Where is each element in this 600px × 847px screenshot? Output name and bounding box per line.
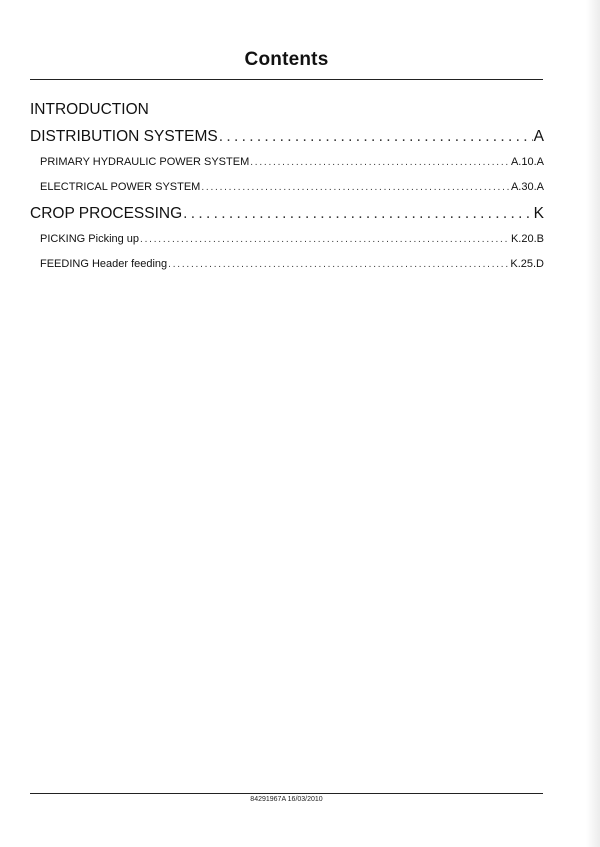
toc-entry-label: INTRODUCTION bbox=[30, 101, 149, 118]
dot-leader bbox=[250, 150, 510, 175]
dot-leader bbox=[140, 227, 510, 252]
toc-entry-distribution-systems[interactable] bbox=[30, 123, 544, 150]
footer-document-id: 84291967A 16/03/2010 bbox=[250, 796, 323, 803]
toc-entry-page: A.10.A bbox=[510, 156, 544, 168]
toc-entry-feeding[interactable] bbox=[30, 252, 544, 277]
dot-leader bbox=[168, 252, 509, 277]
toc-entry-label: CROP PROCESSING bbox=[30, 205, 183, 222]
toc-entry-primary-hydraulic-power-system[interactable] bbox=[30, 150, 544, 175]
toc-entry-page: K.20.B bbox=[510, 233, 544, 245]
toc-entry-picking[interactable] bbox=[30, 227, 544, 252]
toc-entry-page: A bbox=[533, 128, 544, 145]
toc-entry-label: FEEDING Header feeding bbox=[40, 258, 168, 270]
toc-entry-electrical-power-system[interactable] bbox=[30, 175, 544, 200]
table-of-contents bbox=[30, 96, 544, 277]
toc-entry-page: A.30.A bbox=[510, 181, 544, 193]
toc-entry-page: K bbox=[533, 205, 544, 222]
page-title: Contents bbox=[244, 49, 329, 70]
toc-entry-label: PICKING Picking up bbox=[40, 233, 140, 245]
toc-entry-label: PRIMARY HYDRAULIC POWER SYSTEM bbox=[40, 156, 250, 168]
title-divider bbox=[30, 79, 543, 80]
toc-entry-crop-processing[interactable] bbox=[30, 200, 544, 227]
dot-leader bbox=[201, 175, 510, 200]
toc-entry-label: DISTRIBUTION SYSTEMS bbox=[30, 128, 218, 145]
toc-entry-introduction[interactable] bbox=[30, 96, 544, 123]
page-edge-shadow bbox=[586, 0, 600, 847]
toc-entry-label: ELECTRICAL POWER SYSTEM bbox=[40, 181, 201, 193]
footer-divider bbox=[30, 793, 543, 794]
dot-leader bbox=[183, 200, 532, 227]
dot-leader bbox=[219, 123, 533, 150]
toc-entry-page: K.25.D bbox=[510, 258, 544, 270]
